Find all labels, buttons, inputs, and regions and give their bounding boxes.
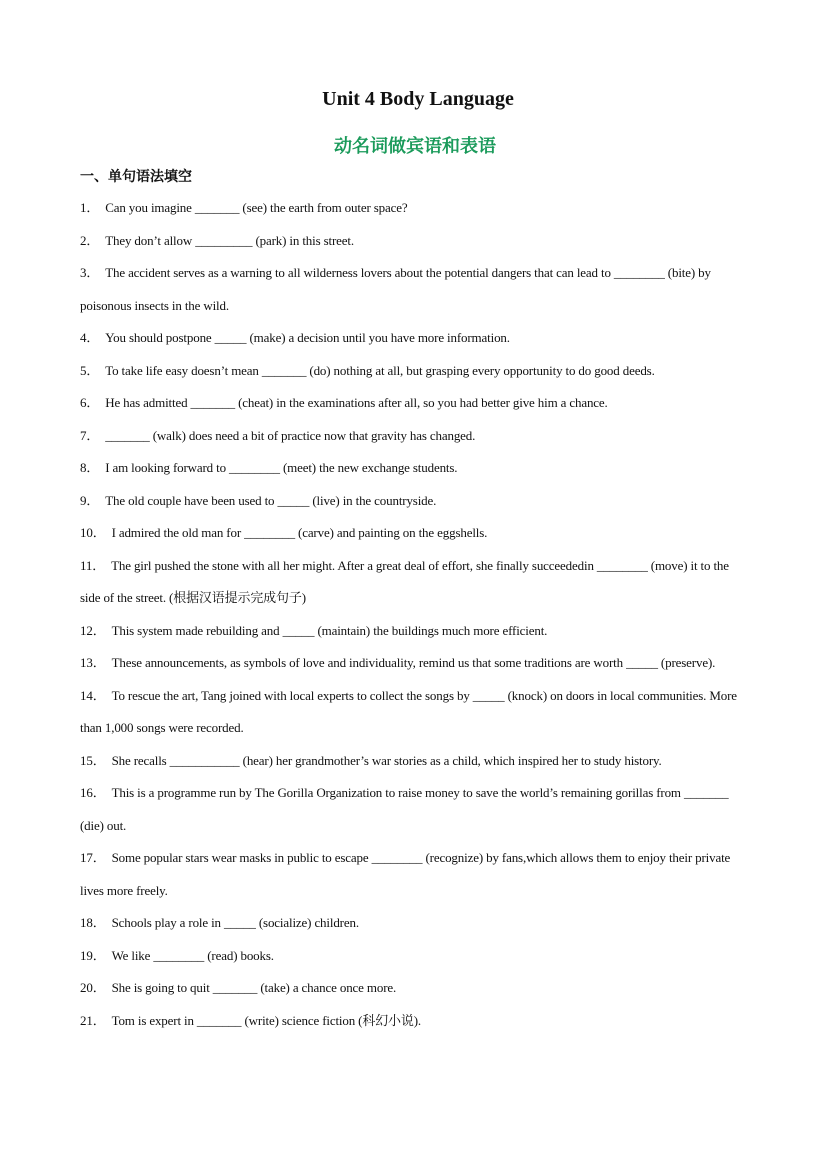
section-heading: 一、单句语法填空 [80,169,192,185]
question-number: 2． [80,232,100,248]
page-subtitle: 动名词做宾语和表语 [334,136,496,157]
question-number: 7． [80,427,100,443]
question-number: 1． [80,200,100,215]
page-title: Unit 4 Body Language [322,88,514,110]
question-text: The accident serves as a warning to all wilderness lovers about the potential dangers that can lead to ________ (bite) by poisonous insects in the wild. [80,265,711,313]
question-text: They don’t allow _________ (park) in this street. [105,232,354,248]
question-item [80,680,752,745]
question-number: 11． [80,557,106,573]
question-number: 10． [80,525,106,540]
question-item [80,907,752,940]
question-number: 15． [80,752,106,768]
question-number: 8． [80,460,100,475]
question-text: The old couple have been used to _____ (live) in the countryside. [105,492,437,508]
question-item [80,745,752,778]
question-text: We like ________ (read) books. [111,947,274,963]
question-number: 9． [80,492,100,508]
question-list [80,192,752,1037]
question-text: This system made rebuilding and _____ (maintain) the buildings much more efficient. [111,622,548,638]
question-text: To take life easy doesn’t mean _______ (do) nothing at all, but grasping every opportunity to do good deeds. [105,362,655,378]
question-number: 3． [80,265,100,280]
question-item [80,257,752,322]
question-number: 17． [80,850,106,865]
question-item [80,550,752,615]
question-text: This is a programme run by The Gorilla Organization to raise money to save the world’s remaining gorillas from _______ (die) out. [80,785,729,833]
question-number: 13． [80,655,106,670]
question-item [80,1005,752,1038]
question-text: He has admitted _______ (cheat) in the examinations after all, so you had better give him a chance. [105,395,608,410]
question-text: I admired the old man for ________ (carve) and painting on the eggshells. [111,525,488,540]
question-text: Some popular stars wear masks in public to escape ________ (recognize) by fans,which allows them to enjoy their private lives more freely. [80,850,731,898]
question-text: The girl pushed the stone with all her might. After a great deal of effort, she finally succeededin ________ (move) it to the side of the street. (根据汉语提示完成句子) [80,557,729,605]
question-item [80,647,752,680]
question-text: Can you imagine _______ (see) the earth from outer space? [105,200,408,215]
question-number: 5． [80,362,100,378]
question-item [80,842,752,907]
question-number: 4． [80,330,100,345]
question-item [80,615,752,648]
question-number: 6． [80,395,100,410]
question-text: _______ (walk) does need a bit of practice now that gravity has changed. [105,427,476,443]
question-item [80,387,752,420]
question-item [80,420,752,453]
question-item [80,225,752,258]
question-item [80,355,752,388]
question-item [80,192,752,225]
question-text: She recalls ___________ (hear) her grandmother’s war stories as a child, which inspired her to study history. [111,752,662,768]
question-text: You should postpone _____ (make) a decision until you have more information. [105,330,510,345]
question-number: 18． [80,915,106,930]
question-text: Schools play a role in _____ (socialize) children. [111,915,359,930]
question-number: 21． [80,1012,106,1028]
question-text: Tom is expert in _______ (write) science fiction (科幻小说). [111,1012,422,1028]
question-item [80,940,752,973]
question-number: 19． [80,947,106,963]
question-number: 14． [80,687,106,703]
question-number: 16． [80,785,106,800]
question-item [80,452,752,485]
question-item [80,777,752,842]
question-text: I am looking forward to ________ (meet) the new exchange students. [105,460,458,475]
question-item [80,972,752,1005]
question-text: To rescue the art, Tang joined with local experts to collect the songs by _____ (knock) on doors in local communities. More than 1,000 songs were recorded. [80,687,737,735]
question-item [80,517,752,550]
question-number: 12． [80,622,106,638]
question-item [80,485,752,518]
question-item [80,322,752,355]
question-text: These announcements, as symbols of love and individuality, remind us that some traditions are worth _____ (preserve). [111,655,716,670]
question-text: She is going to quit _______ (take) a chance once more. [111,980,397,995]
question-number: 20． [80,980,106,995]
